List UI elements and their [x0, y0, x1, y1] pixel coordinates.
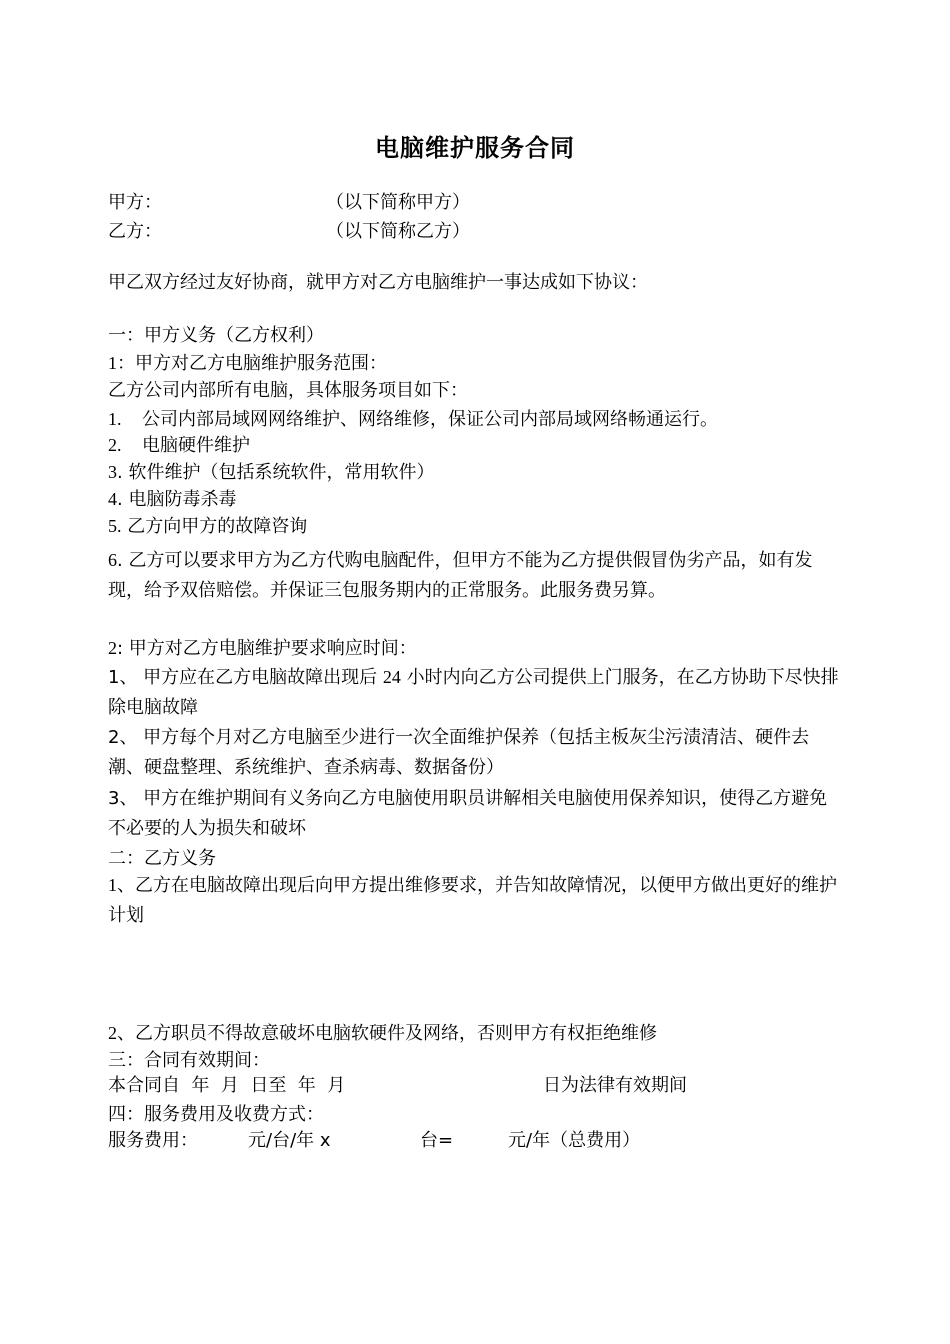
service-text: . 软件维护（包括系统软件，常用软件）: [117, 462, 435, 483]
fee-line: [108, 1128, 843, 1154]
contract-period-line: [108, 1073, 843, 1099]
fee-label: 服务费用：: [108, 1130, 198, 1151]
intro-text: 甲乙双方经过友好协商，就甲方对乙方电脑维护一事达成如下协议：: [108, 272, 648, 293]
fee-total: 元/年（总费用）: [508, 1130, 641, 1151]
party-b-label: 乙方：: [108, 221, 162, 242]
section2-item: [108, 870, 843, 931]
service-number: 5.: [108, 516, 122, 536]
service-item: [108, 545, 843, 606]
response-text: 甲方每个月对乙方电脑至少进行一次全面维护保养（包括主板灰尘污渍清洁、硬件去潮、硬盘整理、系统维护、查杀病毒、数据备份）: [108, 727, 810, 778]
service-text: 乙方向甲方的故障咨询: [121, 516, 308, 537]
service-text: 电脑硬件维护: [142, 435, 250, 456]
section1-item2-number: 2: [108, 638, 117, 658]
party-b-note: （以下简称乙方）: [326, 221, 470, 242]
section3-heading: 三：合同有效期间：: [108, 1050, 270, 1071]
party-a-note: （以下简称甲方）: [326, 192, 470, 213]
response-number: 2、: [108, 727, 138, 748]
section1-item2-text: : 甲方对乙方电脑维护要求响应时间：: [117, 638, 417, 659]
response-hours: 24: [382, 667, 401, 687]
section2-item-number: 1: [108, 875, 117, 895]
service-text: 公司内部局域网网络维护、网络维修，保证公司内部局域网络畅通运行。: [142, 409, 718, 430]
fee-unit: 元/台/年 x: [248, 1130, 331, 1151]
section2-item-number: 2: [108, 1023, 117, 1043]
section2-item: [108, 1020, 657, 1047]
service-text: . 电脑防毒杀毒: [117, 489, 237, 510]
service-text: . 乙方可以要求甲方为乙方代购电脑配件，但甲方不能为乙方提供假冒伪劣产品，如有发现，给予双倍赔偿。并保证三包服务期内的正常服务。此服务费另算。: [108, 550, 813, 601]
service-number: 4: [108, 489, 117, 509]
document-title: 电脑维护服务合同: [375, 134, 575, 162]
service-number: 6: [108, 550, 117, 570]
party-b-line: [108, 219, 843, 245]
response-text-pre: 甲方应在乙方电脑故障出现后: [137, 667, 383, 688]
party-a-line: [108, 190, 843, 216]
service-item: [108, 432, 250, 459]
service-number: 3: [108, 462, 117, 482]
service-item: [108, 406, 718, 433]
response-item: [108, 723, 843, 783]
response-number: 1、: [108, 667, 138, 688]
section1-scope: 乙方公司内部所有电脑，具体服务项目如下：: [108, 380, 468, 401]
section2-item-text: 、乙方职员不得故意破坏电脑软硬件及网络，否则甲方有权拒绝维修: [117, 1023, 657, 1044]
section1-heading: 一：甲方义务（乙方权利）: [108, 325, 324, 346]
party-a-label: 甲方：: [108, 192, 162, 213]
fee-count: 台=: [420, 1130, 454, 1151]
response-text-post: 小时内向乙方公司提供上门服务，在乙方协助下尽快排除电脑故障: [108, 667, 839, 718]
section1-item1: [108, 350, 387, 377]
service-number: 2.: [108, 435, 122, 455]
response-item: [108, 784, 843, 844]
service-item: [108, 459, 434, 486]
service-item: [108, 513, 307, 540]
section2-heading: 二：乙方义务: [108, 848, 216, 869]
service-item: [108, 486, 236, 513]
section1-item1-number: 1: [108, 353, 117, 373]
section1-item2: [108, 635, 417, 662]
response-item: [108, 662, 843, 723]
section1-item1-text: ：甲方对乙方电脑维护服务范围：: [117, 353, 387, 374]
section2-item-text: 、乙方在电脑故障出现后向甲方提出维修要求，并告知故障情况，以便甲方做出更好的维护计划: [108, 875, 837, 926]
response-number: 3、: [108, 788, 138, 809]
section4-heading: 四：服务费用及收费方式：: [108, 1104, 324, 1125]
period-start-text: 本合同自 年 月 日至 年 月: [108, 1075, 346, 1096]
response-text: 甲方在维护期间有义务向乙方电脑使用职员讲解相关电脑使用保养知识，使得乙方避免不必要的人为损失和破坏: [108, 788, 828, 839]
period-end-text: 日为法律有效期间: [543, 1075, 687, 1096]
service-number: 1.: [108, 409, 122, 429]
